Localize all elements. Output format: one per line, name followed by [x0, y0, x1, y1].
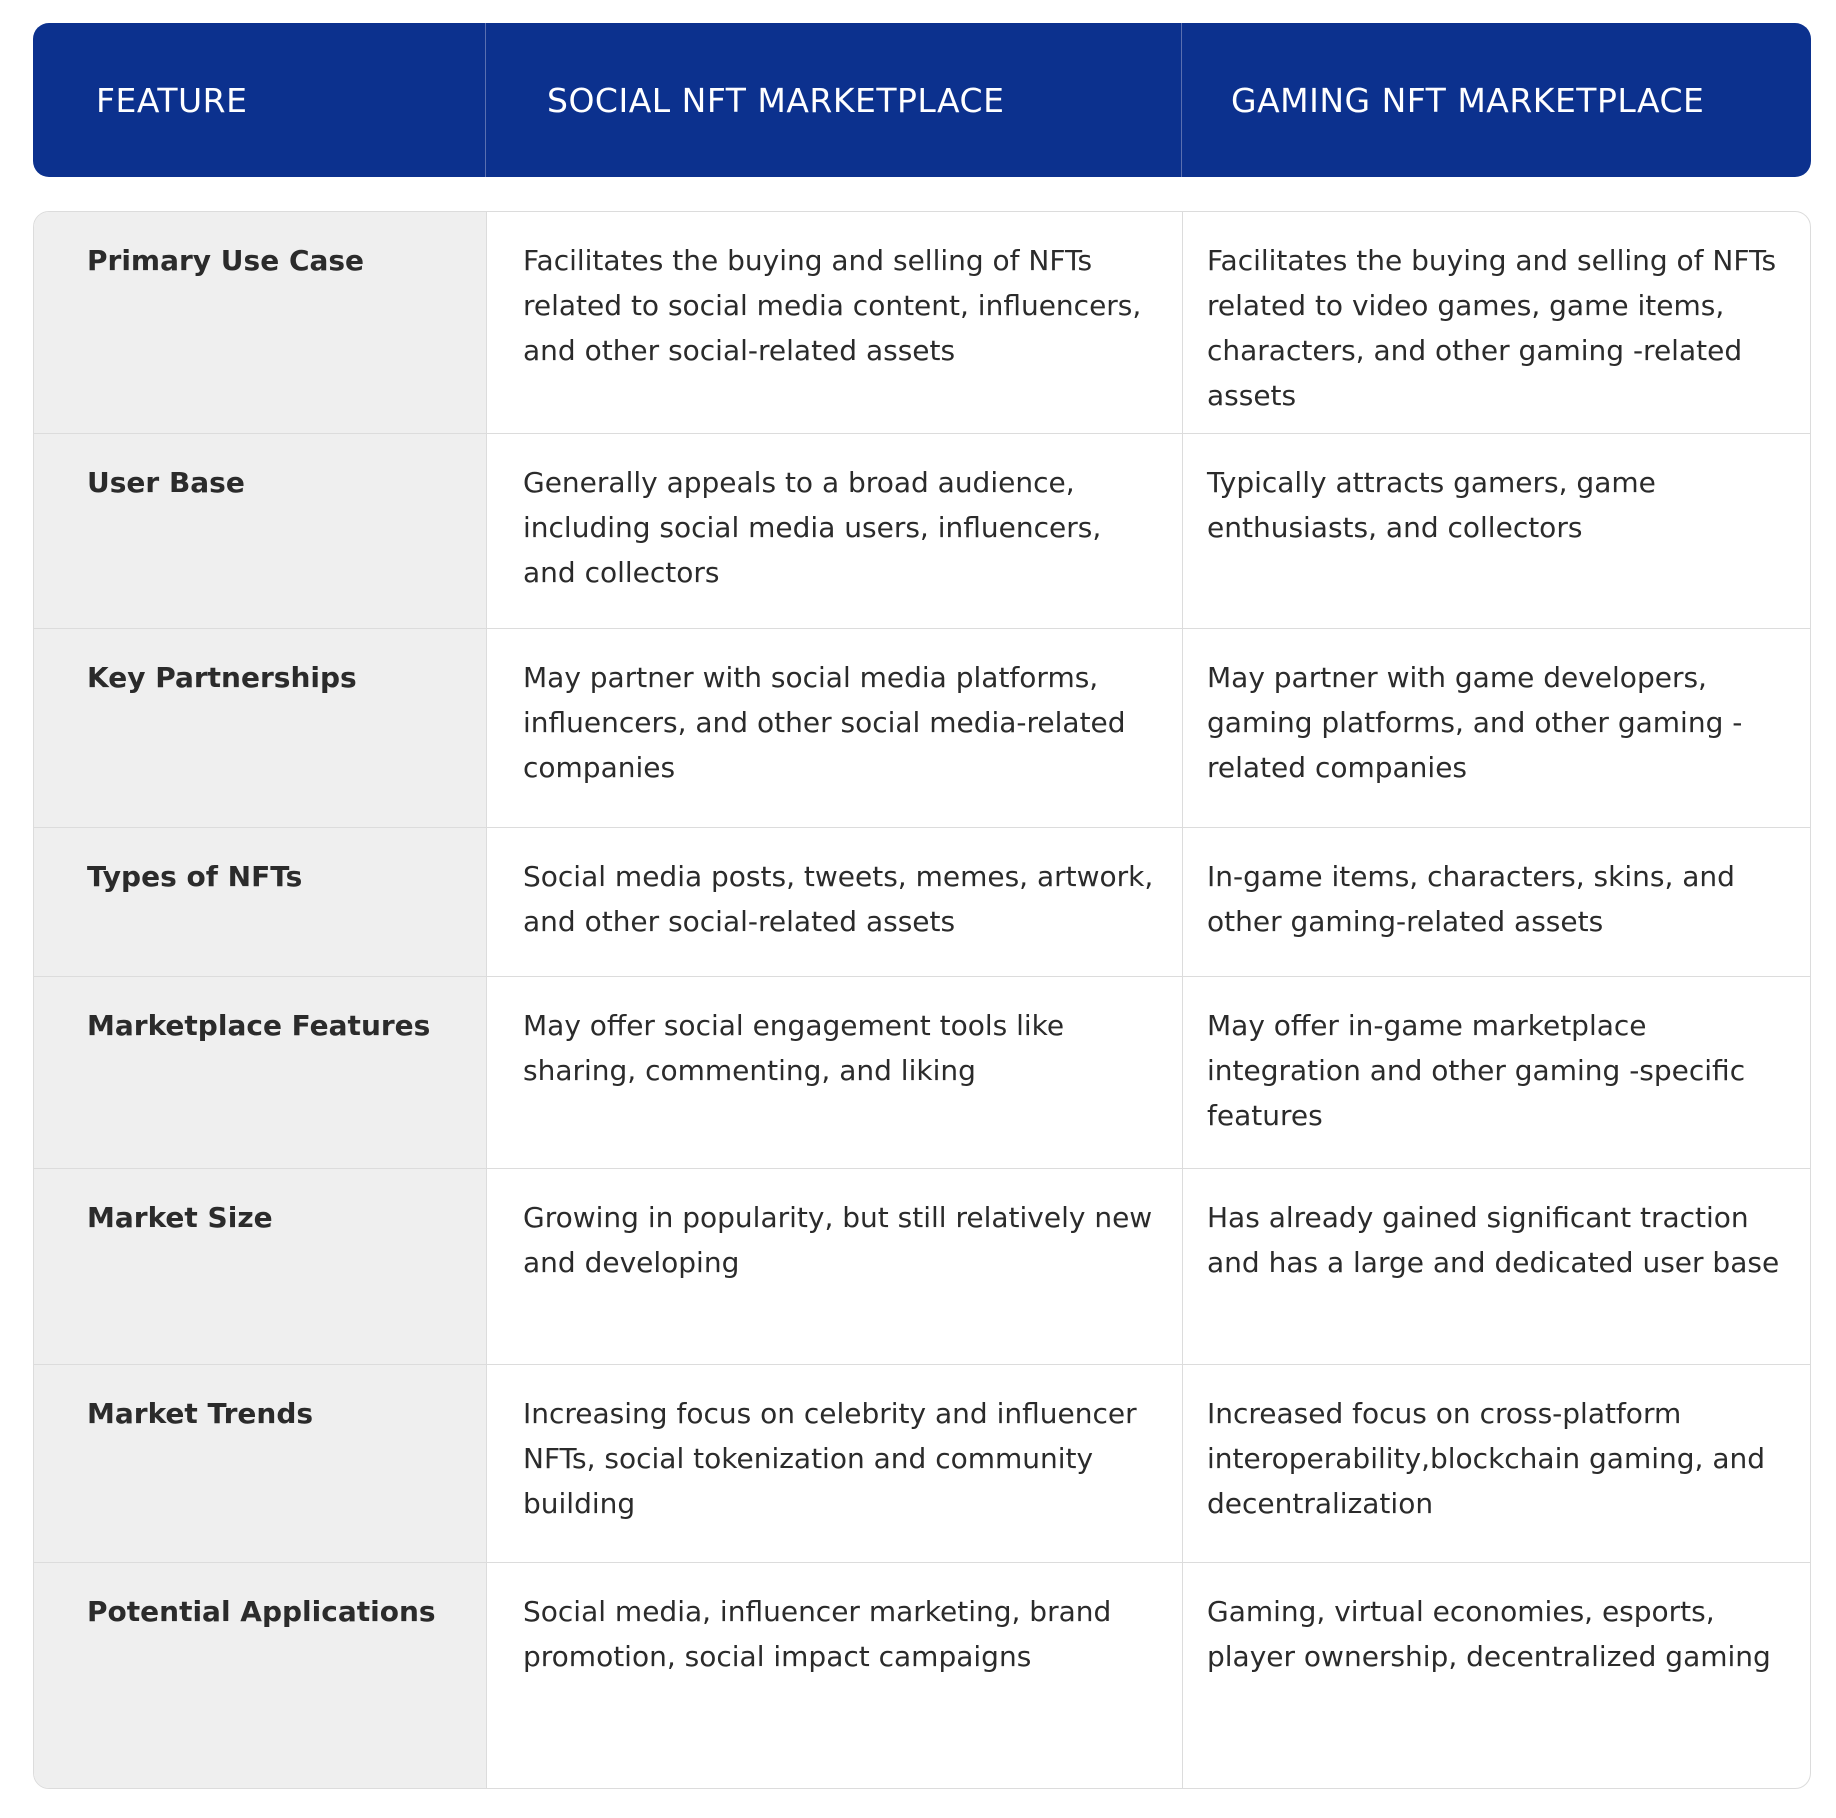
gaming-cell: May partner with game developers, gaming platforms, and other gaming -related companies	[1182, 629, 1811, 827]
table-row	[34, 1168, 1810, 1364]
feature-label: Key Partnerships	[34, 629, 486, 827]
table-row	[34, 827, 1810, 976]
header-feature: FEATURE	[96, 80, 248, 120]
feature-label: User Base	[34, 434, 486, 628]
header-gaming-nft-marketplace: GAMING NFT MARKETPLACE	[1181, 23, 1811, 177]
table-row	[34, 212, 1810, 433]
social-cell: Facilitates the buying and selling of NFTs related to social media content, influencers, and other social-related assets	[486, 212, 1182, 433]
table-row	[34, 433, 1810, 628]
comparison-table	[33, 211, 1811, 1789]
table-row	[34, 1562, 1810, 1788]
social-cell: May offer social engagement tools like sharing, commenting, and liking	[486, 977, 1182, 1168]
feature-label: Market Size	[34, 1169, 486, 1364]
feature-label: Primary Use Case	[34, 212, 486, 433]
gaming-cell: In-game items, characters, skins, and other gaming-related assets	[1182, 828, 1811, 976]
table-row	[34, 628, 1810, 827]
table-row	[34, 976, 1810, 1168]
gaming-cell: Increased focus on cross-platform interoperability,blockchain gaming, and decentralization	[1182, 1365, 1811, 1562]
feature-label: Market Trends	[34, 1365, 486, 1562]
feature-label: Marketplace Features	[34, 977, 486, 1168]
social-cell: Generally appeals to a broad audience, including social media users, influencers, and collectors	[486, 434, 1182, 628]
table-row	[34, 1364, 1810, 1562]
gaming-cell: May offer in-game marketplace integration and other gaming -specific features	[1182, 977, 1811, 1168]
header-social-nft-marketplace: SOCIAL NFT MARKETPLACE	[485, 23, 1181, 177]
social-cell: Increasing focus on celebrity and influencer NFTs, social tokenization and community building	[486, 1365, 1182, 1562]
table-header	[33, 23, 1811, 177]
social-cell: Social media, influencer marketing, brand promotion, social impact campaigns	[486, 1563, 1182, 1788]
social-cell: May partner with social media platforms, influencers, and other social media-related companies	[486, 629, 1182, 827]
gaming-cell: Gaming, virtual economies, esports, player ownership, decentralized gaming	[1182, 1563, 1811, 1788]
social-cell: Growing in popularity, but still relatively new and developing	[486, 1169, 1182, 1364]
gaming-cell: Has already gained significant traction and has a large and dedicated user base	[1182, 1169, 1811, 1364]
gaming-cell: Typically attracts gamers, game enthusiasts, and collectors	[1182, 434, 1811, 628]
feature-label: Types of NFTs	[34, 828, 486, 976]
feature-label: Potential Applications	[34, 1563, 486, 1788]
gaming-cell: Facilitates the buying and selling of NFTs related to video games, game items, characters, and other gaming -related assets	[1182, 212, 1811, 433]
social-cell: Social media posts, tweets, memes, artwork, and other social-related assets	[486, 828, 1182, 976]
